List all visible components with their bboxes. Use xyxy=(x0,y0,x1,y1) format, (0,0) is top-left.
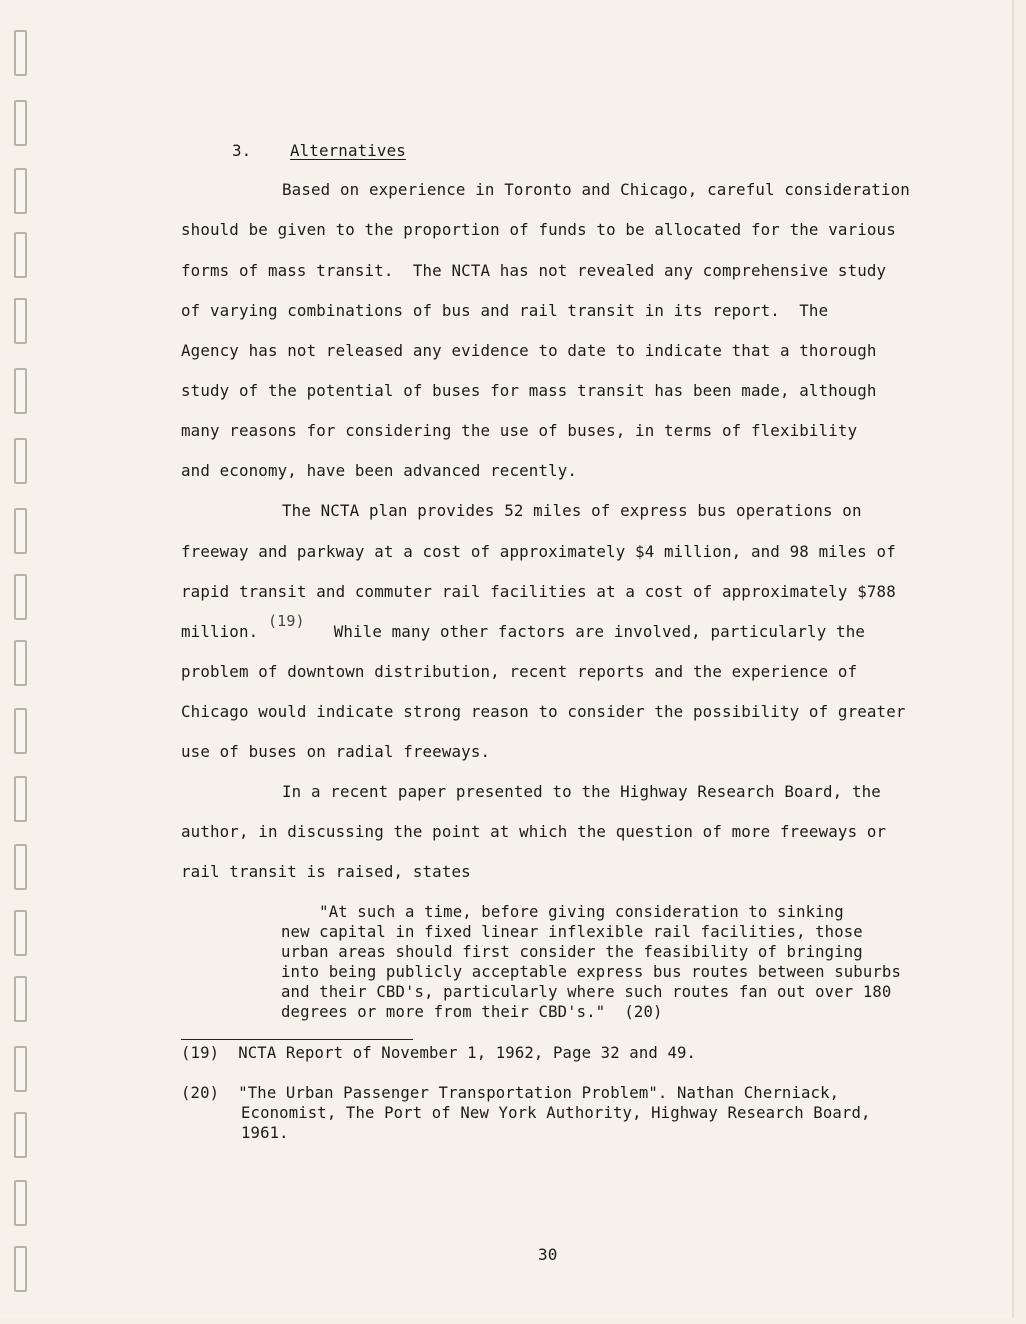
paragraph-line: study of the potential of buses for mass transit has been made, although xyxy=(181,381,877,400)
binder-ring xyxy=(14,100,27,146)
footnote-label: (20) xyxy=(181,1084,220,1102)
million-text: million. xyxy=(181,622,259,641)
binder-ring xyxy=(14,844,27,890)
footnote-text: 1961. xyxy=(241,1124,289,1142)
paragraph-line: use of buses on radial freeways. xyxy=(181,742,491,761)
section-number: 3. xyxy=(232,141,252,160)
footnote-19 xyxy=(181,1044,696,1062)
quote-line: into being publicly acceptable express bus routes between suburbs xyxy=(281,963,901,981)
footnote-divider xyxy=(181,1039,413,1040)
footnote-text: Economist, The Port of New York Authority, Highway Research Board, xyxy=(241,1104,871,1122)
paragraph-line: In a recent paper presented to the Highway Research Board, the xyxy=(282,782,881,801)
paragraph-line: should be given to the proportion of funds to be allocated for the various xyxy=(181,220,896,239)
paragraph-line: rapid transit and commuter rail facilities at a cost of approximately $788 xyxy=(181,582,896,601)
binder-ring xyxy=(14,1246,27,1292)
binder-ring xyxy=(14,1112,27,1158)
footnote-label: (19) xyxy=(181,1044,220,1062)
paragraph-line: and economy, have been advanced recently. xyxy=(181,461,578,480)
quote-line: "At such a time, before giving consideration to sinking xyxy=(281,903,844,921)
binder-ring xyxy=(14,776,27,822)
million-line-rest: While many other factors are involved, particularly the xyxy=(333,622,866,641)
binder-ring xyxy=(14,30,27,76)
binder-ring xyxy=(14,910,27,956)
paragraph-line: many reasons for considering the use of buses, in terms of flexibility xyxy=(181,421,858,440)
binder-ring xyxy=(14,708,27,754)
paragraph-line: problem of downtown distribution, recent reports and the experience of xyxy=(181,662,858,681)
paragraph-line: Based on experience in Toronto and Chicago, careful consideration xyxy=(282,180,910,199)
binder-holes xyxy=(4,0,34,1324)
footnote-20 xyxy=(181,1084,839,1102)
binder-ring xyxy=(14,298,27,344)
binder-ring xyxy=(14,232,27,278)
section-title: Alternatives xyxy=(289,141,406,160)
paragraph-line: The NCTA plan provides 52 miles of express bus operations on xyxy=(282,501,862,520)
footnote-text: NCTA Report of November 1, 1962, Page 32 and 49. xyxy=(238,1044,697,1062)
quote-line: new capital in fixed linear inflexible rail facilities, those xyxy=(281,923,863,941)
binder-ring xyxy=(14,508,27,554)
binder-ring xyxy=(14,438,27,484)
paragraph-line: freeway and parkway at a cost of approximately $4 million, and 98 miles of xyxy=(181,542,896,561)
paragraph-line: author, in discussing the point at which the question of more freeways or xyxy=(181,822,887,841)
quote-line: and their CBD's, particularly where such routes fan out over 180 xyxy=(281,983,892,1001)
footnote-ref-19: (19) xyxy=(267,612,305,630)
quote-line: degrees or more from their CBD's." (20) xyxy=(281,1003,663,1021)
binder-ring xyxy=(14,574,27,620)
binder-ring xyxy=(14,1180,27,1226)
binder-ring xyxy=(14,168,27,214)
paragraph-line xyxy=(181,612,866,641)
paragraph-line: of varying combinations of bus and rail transit in its report. The xyxy=(181,301,829,320)
quote-line: urban areas should first consider the feasibility of bringing xyxy=(281,943,863,961)
binder-ring xyxy=(14,640,27,686)
binder-ring xyxy=(14,368,27,414)
footnote-text: "The Urban Passenger Transportation Problem". Nathan Cherniack, xyxy=(238,1084,840,1102)
page-number: 30 xyxy=(538,1245,558,1264)
paragraph-line: rail transit is raised, states xyxy=(181,862,471,881)
binder-ring xyxy=(14,1046,27,1092)
section-heading xyxy=(232,142,406,160)
binder-ring xyxy=(14,976,27,1022)
paragraph-line: Agency has not released any evidence to date to indicate that a thorough xyxy=(181,341,877,360)
paragraph-line: forms of mass transit. The NCTA has not revealed any comprehensive study xyxy=(181,261,887,280)
paragraph-line: Chicago would indicate strong reason to consider the possibility of greater xyxy=(181,702,906,721)
